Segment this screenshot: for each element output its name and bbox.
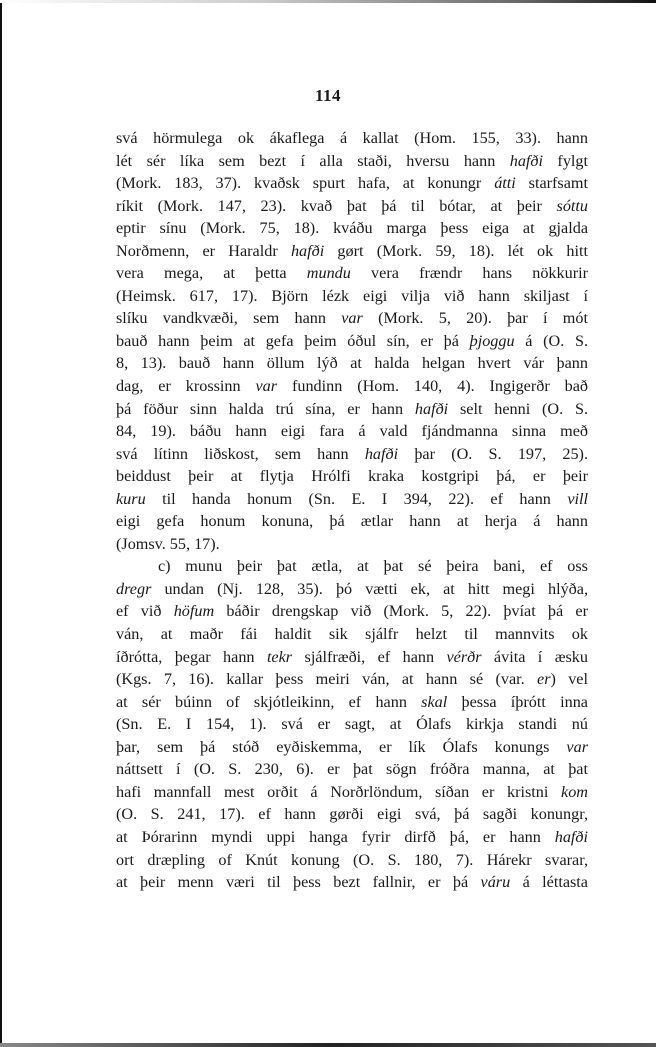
text-run: svá lítinn liðskost, sem hann [116, 444, 365, 463]
scan-edge-bottom [0, 1043, 656, 1047]
text-line [116, 172, 588, 195]
text-run: ort dræpling of Knút konung (O. S. 180, 7). Hárekr svarar, [116, 850, 588, 869]
italic-word: mundu [306, 264, 351, 283]
italic-word: dregr [116, 579, 152, 598]
text-run: c) munu þeir þat ætla, at þat sé þeira bani, ef oss [158, 557, 588, 576]
text-run: beiddust þeir at flytja Hrólfi kraka kostgripi þá, er þeir [116, 467, 588, 486]
italic-word: vérðr [446, 647, 482, 666]
text-line [116, 150, 588, 173]
text-run: 84, 19). báðu hann eigi fara á vald fjándmanna sinna með [116, 422, 588, 441]
italic-word: hafði [509, 151, 543, 170]
text-run: dag, er krossinn [116, 377, 256, 396]
text-line [116, 646, 588, 669]
text-line [116, 127, 588, 150]
text-run: undan (Nj. 128, 35). þó vætti ek, at hitt megi hlýða, [151, 579, 588, 598]
text-line [116, 578, 588, 601]
page-number: 114 [314, 86, 342, 105]
text-run: vera frændr hans nökkurir [350, 264, 588, 283]
text-run: báðir drengskap við (Mork. 5, 22). þvíat þá er [214, 602, 588, 621]
body-text [116, 127, 588, 894]
text-line [116, 307, 588, 330]
text-run: Norðmenn, er Haraldr [116, 241, 291, 260]
italic-word: var [341, 309, 363, 328]
text-line [116, 240, 588, 263]
text-run: náttsett í (O. S. 230, 6). er þat sögn fróðra manna, at þat [116, 760, 588, 779]
text-line [116, 488, 588, 511]
text-line [116, 849, 588, 872]
text-line [116, 736, 588, 759]
text-line [116, 758, 588, 781]
text-run: á léttasta [510, 873, 588, 892]
italic-word: átti [494, 174, 516, 193]
text-run: (Mork. 183, 37). kvaðsk spurt hafa, at konungr [116, 174, 495, 193]
text-line [116, 826, 588, 849]
text-run: ) vel [550, 670, 588, 689]
text-line [116, 713, 588, 736]
italic-word: váru [480, 873, 511, 892]
text-line [116, 217, 588, 240]
text-run: (Sn. E. I 154, 1). svá er sagt, at Ólafs kirkja standi nú [116, 715, 588, 734]
italic-word: er [537, 670, 551, 689]
text-line [116, 510, 588, 533]
italic-word: hafði [290, 241, 325, 260]
text-line [116, 803, 588, 826]
italic-word: kuru [116, 489, 146, 508]
italic-word: vill [567, 489, 588, 508]
italic-word: skal [421, 692, 448, 711]
text-run: 8, 13). bauð hann öllum lýð at halda helgan hvert vár þann [116, 354, 588, 373]
text-line [116, 871, 588, 894]
text-run: (Kgs. 7, 16). kallar þess meiri ván, at hann sé (var. [116, 670, 538, 689]
text-line [116, 781, 588, 804]
italic-word: hafði [364, 444, 399, 463]
italic-word: kom [561, 782, 588, 801]
text-run: selt henni (O. S. [448, 399, 588, 418]
scan-edge-left [0, 0, 2, 1047]
text-run: hafi mannfall mest orðit á Norðrlöndum, síðan er kristni [116, 782, 562, 801]
text-run: starfsamt [515, 174, 588, 193]
scan-edge-top [0, 0, 656, 3]
text-run: at sér búinn of skjótleikinn, ef hann [116, 692, 422, 711]
text-run: þar, sem þá stóð eyðiskemma, er lík Ólafs konungs [116, 737, 567, 756]
text-run: svá hörmulega ok ákaflega á kallat (Hom. 155, 33). hann [116, 129, 588, 147]
italic-word: höfum [173, 602, 215, 621]
italic-word: þjoggu [469, 331, 515, 350]
text-line [116, 668, 588, 691]
text-run: vera mega, at þetta [116, 264, 307, 283]
italic-word: hafði [554, 827, 588, 846]
text-run: til handa honum (Sn. E. I 394, 22). ef hann [145, 489, 568, 508]
text-line [116, 195, 588, 218]
text-line [116, 533, 588, 556]
text-line [116, 352, 588, 375]
text-line [116, 600, 588, 623]
text-run: sjálfræði, ef hann [292, 647, 447, 666]
text-run: (O. S. 241, 17). ef hann gørði eigi svá, þá sagði konungr, [116, 805, 588, 824]
text-line [116, 465, 588, 488]
text-line [116, 555, 588, 578]
text-run: þá föður sinn halda trú sína, er hann [116, 399, 415, 418]
italic-word: var [255, 377, 278, 396]
text-run: á (O. S. [514, 331, 588, 350]
text-line [116, 375, 588, 398]
text-run: eigi gefa honum konuna, þá ætlar hann at herja á hann [116, 512, 588, 531]
text-run: ávita í æsku [481, 647, 588, 666]
italic-word: tekr [266, 647, 293, 666]
text-run: (Jomsv. 55, 17). [116, 534, 220, 553]
italic-word: var [566, 737, 588, 756]
text-run: fundinn (Hom. 140, 4). Ingigerðr bað [277, 377, 588, 396]
text-run: at Þórarinn myndi uppi hanga fyrir dirfð þá, er hann [116, 827, 555, 846]
text-line [116, 285, 588, 308]
text-run: gørt (Mork. 59, 18). lét ok hitt [324, 241, 589, 260]
text-run: bauð hann þeim at gefa þeim óðul sín, er þá [116, 331, 470, 350]
text-run: fylgt [543, 151, 588, 170]
text-run: eptir sínu (Mork. 75, 18). kváðu marga þess eiga at gjalda [116, 219, 588, 238]
text-run: ván, at maðr fái haldit sik sjálfr helzt til mannvits ok [116, 625, 588, 644]
text-line [116, 623, 588, 646]
text-run: ríkit (Mork. 147, 23). kvað þat þá til bótar, at þeir [116, 196, 557, 215]
text-line [116, 398, 588, 421]
text-run: þessa íþrótt inna [447, 692, 588, 711]
text-run: íðrótta, þegar hann [116, 647, 267, 666]
italic-word: hafði [414, 399, 449, 418]
text-line [116, 262, 588, 285]
text-run: þar (O. S. 197, 25). [398, 444, 588, 463]
text-line [116, 420, 588, 443]
text-run: at þeir menn væri til þess bezt fallnir, er þá [116, 873, 481, 892]
text-line [116, 691, 588, 714]
text-run: lét sér líka sem bezt í alla staði, hversu hann [116, 151, 510, 170]
italic-word: sóttu [556, 196, 588, 215]
text-run: (Heimsk. 617, 17). Björn lézk eigi vilja við hann skiljast í [116, 286, 588, 305]
text-run: ef við [116, 602, 174, 621]
text-run: (Mork. 5, 20). þar í mót [362, 309, 588, 328]
text-line [116, 443, 588, 466]
text-line [116, 330, 588, 353]
text-run: slíku vandkvæði, sem hann [116, 309, 342, 328]
